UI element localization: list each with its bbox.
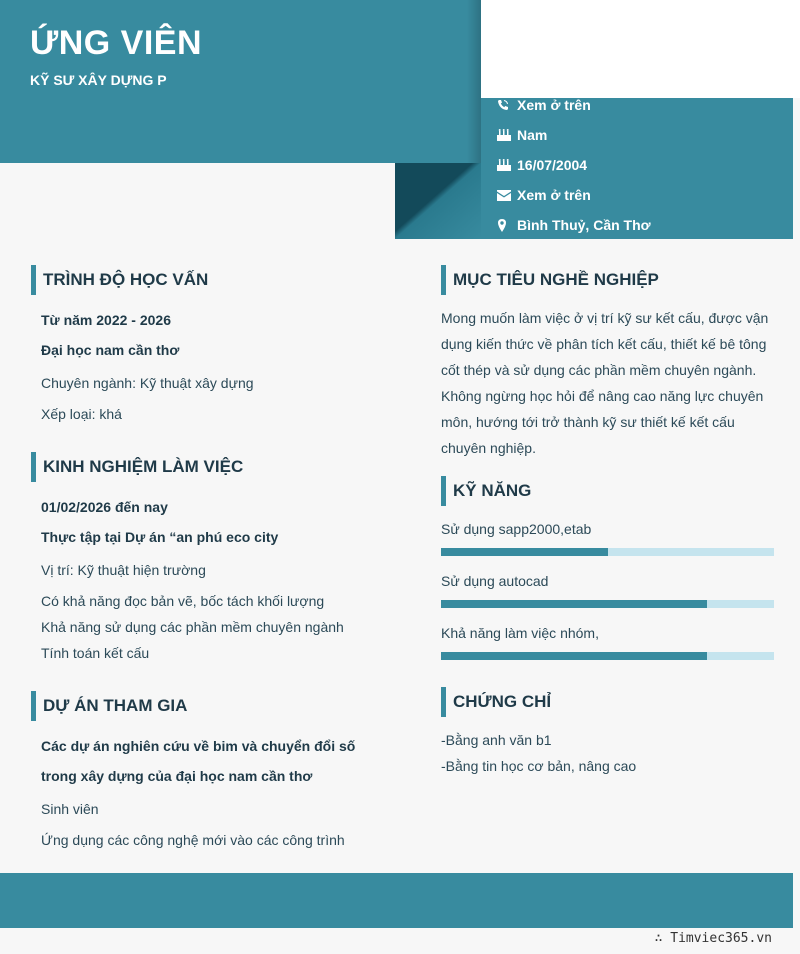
contact-address-text: Bình Thuỷ, Cần Thơ [517,217,651,233]
experience-title: KINH NGHIỆM LÀM VIỆC [31,452,243,482]
contact-email-text: Xem ở trên [517,187,591,203]
header-banner [0,0,481,163]
projects-title: DỰ ÁN THAM GIA [31,691,187,721]
certificates-title: CHỨNG CHỈ [441,687,551,717]
project-name-line1: Các dự án nghiên cứu về bim và chuyển đổi số [41,738,356,754]
skill-label: Sử dụng autocad [441,573,549,589]
skill-bar-fill [441,548,608,556]
contact-email [497,185,591,205]
skill-bar [441,652,774,660]
contact-birthday [497,155,587,175]
objective-line: cốt thép và sử dụng các phần mềm chuyên ngành. [441,362,757,378]
header-shadow [467,0,481,163]
experience-detail: Có khả năng đọc bản vẽ, bốc tách khối lượng [41,593,325,609]
birthday-cake-icon [497,159,517,171]
objective-line: dụng kiến thức về phân tích kết cấu, thiết kế bê tông [441,336,767,352]
corner-fold-decoration [395,163,481,239]
footer-band [0,873,793,928]
education-rank: Xếp loại: khá [41,406,122,422]
job-title: KỸ SƯ XÂY DỰNG P [30,72,167,88]
candidate-name: ỨNG VIÊN [30,24,203,62]
education-period: Từ năm 2022 - 2026 [41,312,171,328]
project-name-line2: trong xây dựng của đại học nam cần thơ [41,768,313,784]
objective-line: môn, hướng tới trở thành kỹ sư thiết kế kết cấu [441,414,735,430]
education-school: Đại học nam cần thơ [41,342,180,358]
contact-phone-text: Xem ở trên [517,97,591,113]
objective-line: Không ngừng học hỏi để nâng cao năng lực chuyên [441,388,764,404]
contact-phone [497,95,591,115]
project-description: Ứng dụng các công nghệ mới vào các công trình [41,832,345,848]
experience-detail: Tính toán kết cấu [41,645,150,661]
skill-bar [441,600,774,608]
experience-period: 01/02/2026 đến nay [41,499,168,515]
skill-bar-fill [441,652,707,660]
email-icon [497,190,517,201]
skill-label: Khả năng làm việc nhóm, [441,625,599,641]
phone-icon [497,99,517,111]
experience-company: Thực tập tại Dự án “an phú eco city [41,529,279,545]
location-pin-icon [497,219,517,232]
brand-watermark[interactable]: ∴ Timviec365.vn [654,931,772,946]
objective-line: chuyên nghiệp. [441,440,536,456]
skills-title: KỸ NĂNG [441,476,531,506]
project-role: Sinh viên [41,801,99,817]
contact-birthday-text: 16/07/2004 [517,157,588,173]
contact-panel [481,98,793,239]
contact-gender [497,125,547,145]
education-title: TRÌNH ĐỘ HỌC VẤN [31,265,208,295]
photo-area [481,0,800,98]
education-major: Chuyên ngành: Kỹ thuật xây dựng [41,375,254,391]
skill-bar-fill [441,600,707,608]
objective-title: MỤC TIÊU NGHỀ NGHIỆP [441,265,659,295]
contact-gender-text: Nam [517,127,548,143]
certificate-item: -Bằng anh văn b1 [441,732,552,748]
objective-line: Mong muốn làm việc ở vị trí kỹ sư kết cấu, được vận [441,310,769,326]
certificate-item: -Bằng tin học cơ bản, nâng cao [441,758,637,774]
gender-icon [497,129,517,141]
objective-text [441,305,768,461]
experience-position: Vị trí: Kỹ thuật hiện trường [41,562,206,578]
skill-bar [441,548,774,556]
skill-label: Sử dụng sapp2000,etab [441,521,592,537]
experience-detail: Khả năng sử dụng các phần mềm chuyên ngành [41,619,344,635]
contact-address [497,215,651,235]
